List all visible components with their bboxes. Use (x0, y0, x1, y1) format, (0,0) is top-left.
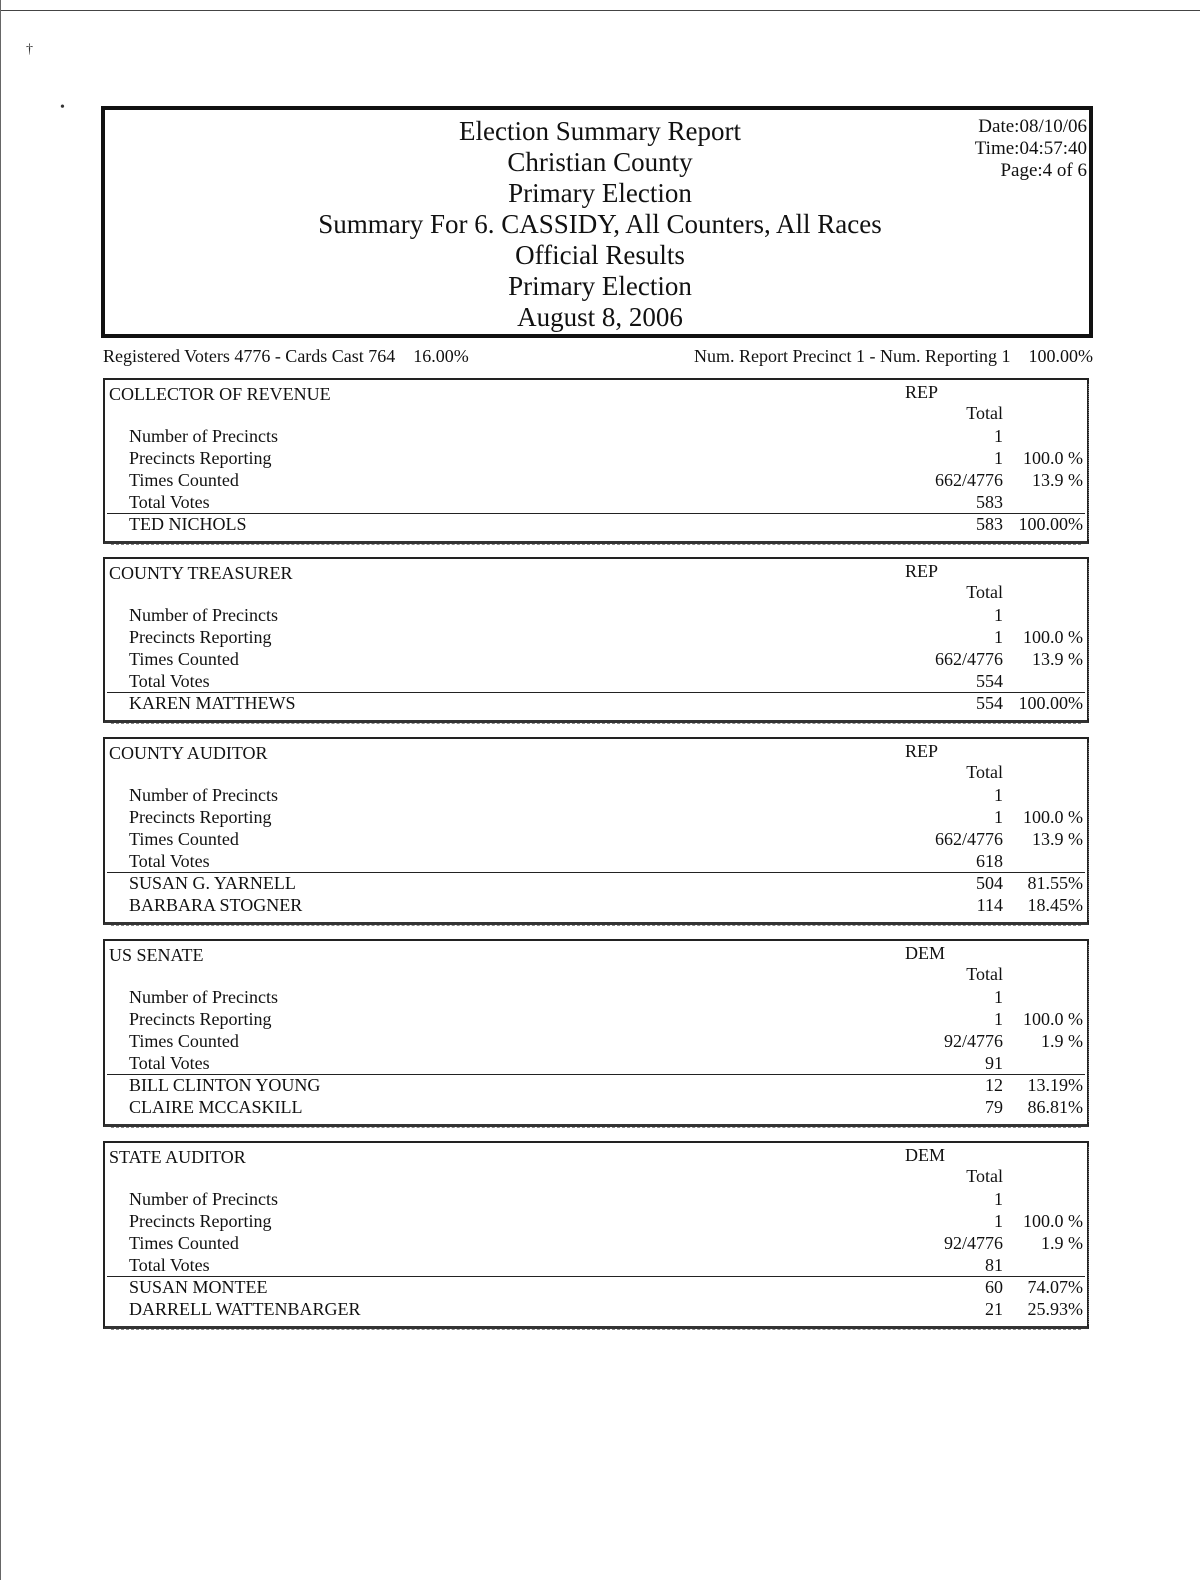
stat-value: 1 (994, 1211, 1003, 1231)
election-date: August 8, 2006 (517, 302, 683, 332)
scan-top-edge (0, 10, 1200, 11)
stat-percent: 13.9 % (1032, 470, 1083, 490)
stat-percent: 100.0 % (1023, 448, 1083, 468)
candidate-votes: 21 (985, 1299, 1003, 1319)
stat-row (105, 851, 1087, 873)
page-number: Page:4 of 6 (1000, 160, 1087, 181)
stat-row (105, 1031, 1087, 1053)
candidate-votes: 504 (976, 873, 1003, 893)
stat-percent: 100.0 % (1023, 1009, 1083, 1029)
candidate-row (105, 1277, 1087, 1299)
candidate-name: CLAIRE MCCASKILL (129, 1097, 303, 1117)
report-header (101, 106, 1093, 338)
stat-label: Precincts Reporting (129, 807, 272, 827)
race-section (103, 737, 1089, 925)
race-title: US SENATE (109, 945, 204, 965)
stat-row (105, 785, 1087, 807)
stat-value: 1 (994, 426, 1003, 446)
summary-scope: Summary For 6. CASSIDY, All Counters, All Races (318, 209, 882, 239)
race-party: REP (905, 741, 939, 761)
scan-left-edge (0, 0, 1, 1580)
stat-row (105, 1009, 1087, 1031)
report-title-block (105, 116, 1095, 333)
stat-row (105, 829, 1087, 851)
stat-value: 1 (994, 1189, 1003, 1209)
stat-label: Times Counted (129, 1031, 239, 1051)
stat-percent: 100.0 % (1023, 807, 1083, 827)
stat-value: 81 (985, 1255, 1003, 1275)
stat-label: Total Votes (129, 671, 210, 691)
precincts-reporting-summary: Num. Report Precinct 1 - Num. Reporting 1 100.00% (694, 346, 1093, 366)
stat-row (105, 492, 1087, 514)
total-column-header: Total (966, 582, 1003, 602)
stat-label: Total Votes (129, 851, 210, 871)
stat-label: Times Counted (129, 1233, 239, 1253)
candidate-votes: 583 (976, 514, 1003, 534)
stat-value: 91 (985, 1053, 1003, 1073)
report-meta (975, 116, 1087, 182)
scan-margin-artifact (1088, 945, 1095, 1122)
candidate-row (105, 1097, 1087, 1119)
scan-margin-artifact (1088, 743, 1095, 920)
total-column-header: Total (966, 762, 1003, 782)
candidate-percent: 13.19% (1027, 1075, 1083, 1095)
scan-speck: † (26, 42, 33, 57)
report-title: Election Summary Report (459, 116, 741, 146)
race-title: COUNTY AUDITOR (109, 743, 268, 763)
stat-value: 1 (994, 448, 1003, 468)
stat-value: 1 (994, 807, 1003, 827)
stat-percent: 13.9 % (1032, 649, 1083, 669)
race-party: DEM (905, 943, 945, 963)
candidate-name: SUSAN MONTEE (129, 1277, 268, 1297)
stat-label: Times Counted (129, 829, 239, 849)
race-section (103, 378, 1089, 544)
stat-value: 1 (994, 1009, 1003, 1029)
scan-margin-artifact (1088, 384, 1095, 539)
stat-percent: 13.9 % (1032, 829, 1083, 849)
race-section (103, 557, 1089, 723)
report-date: Date:08/10/06 (978, 116, 1087, 137)
candidate-votes: 60 (985, 1277, 1003, 1297)
registered-voters-summary: Registered Voters 4776 - Cards Cast 764 16.00% (103, 346, 469, 366)
stat-value: 1 (994, 605, 1003, 625)
stat-row (105, 649, 1087, 671)
race-section (103, 939, 1089, 1127)
stat-percent: 1.9 % (1041, 1031, 1083, 1051)
stat-row (105, 807, 1087, 829)
stat-row (105, 1211, 1087, 1233)
stat-value: 1 (994, 785, 1003, 805)
candidate-name: KAREN MATTHEWS (129, 693, 296, 713)
total-column-header: Total (966, 964, 1003, 984)
candidate-name: BILL CLINTON YOUNG (129, 1075, 321, 1095)
stat-value: 618 (976, 851, 1003, 871)
candidate-votes: 12 (985, 1075, 1003, 1095)
stat-value: 92/4776 (943, 1031, 1003, 1051)
stat-label: Precincts Reporting (129, 1009, 272, 1029)
race-title: COLLECTOR OF REVENUE (109, 384, 331, 404)
stat-row (105, 987, 1087, 1009)
candidate-row (105, 873, 1087, 895)
total-column-header: Total (966, 403, 1003, 423)
stat-label: Number of Precincts (129, 987, 278, 1007)
turnout-summary (103, 346, 1093, 370)
stat-row (105, 448, 1087, 470)
stat-label: Precincts Reporting (129, 448, 272, 468)
stat-row (105, 470, 1087, 492)
scan-margin-artifact (1088, 1147, 1095, 1324)
stat-row (105, 627, 1087, 649)
stat-label: Times Counted (129, 649, 239, 669)
candidate-votes: 554 (976, 693, 1003, 713)
stat-row (105, 426, 1087, 448)
stat-row (105, 1255, 1087, 1277)
election-type: Primary Election (508, 178, 692, 208)
stat-value: 1 (994, 987, 1003, 1007)
candidate-row (105, 1299, 1087, 1321)
report-time: Time:04:57:40 (974, 138, 1087, 159)
stat-label: Total Votes (129, 492, 210, 512)
stat-value: 554 (976, 671, 1003, 691)
stat-value: 662/4776 (934, 649, 1003, 669)
scan-speck: • (60, 100, 65, 115)
candidate-row (105, 1075, 1087, 1097)
candidate-percent: 74.07% (1027, 1277, 1083, 1297)
stat-row (105, 1053, 1087, 1075)
stat-label: Precincts Reporting (129, 627, 272, 647)
stat-value: 1 (994, 627, 1003, 647)
total-column-header: Total (966, 1166, 1003, 1186)
candidate-name: DARRELL WATTENBARGER (129, 1299, 361, 1319)
race-title: STATE AUDITOR (109, 1147, 246, 1167)
stat-percent: 1.9 % (1041, 1233, 1083, 1253)
results-status: Official Results (515, 240, 685, 270)
stat-value: 662/4776 (934, 829, 1003, 849)
stat-percent: 100.0 % (1023, 1211, 1083, 1231)
candidate-percent: 86.81% (1027, 1097, 1083, 1117)
stat-value: 583 (976, 492, 1003, 512)
candidate-percent: 100.00% (1018, 514, 1083, 534)
stat-label: Total Votes (129, 1053, 210, 1073)
candidate-percent: 18.45% (1027, 895, 1083, 915)
race-party: REP (905, 561, 939, 581)
candidate-percent: 100.00% (1018, 693, 1083, 713)
race-party: DEM (905, 1145, 945, 1165)
stat-value: 662/4776 (934, 470, 1003, 490)
race-section (103, 1141, 1089, 1329)
stat-label: Number of Precincts (129, 1189, 278, 1209)
scan-margin-artifact (1088, 563, 1095, 718)
stat-row (105, 671, 1087, 693)
stat-row (105, 1189, 1087, 1211)
candidate-name: TED NICHOLS (129, 514, 247, 534)
election-type-2: Primary Election (508, 271, 692, 301)
stat-value: 92/4776 (943, 1233, 1003, 1253)
candidate-votes: 79 (985, 1097, 1003, 1117)
stat-row (105, 605, 1087, 627)
stat-label: Times Counted (129, 470, 239, 490)
stat-percent: 100.0 % (1023, 627, 1083, 647)
candidate-percent: 25.93% (1027, 1299, 1083, 1319)
race-party: REP (905, 382, 939, 402)
candidate-name: BARBARA STOGNER (129, 895, 303, 915)
stat-row (105, 1233, 1087, 1255)
stat-label: Precincts Reporting (129, 1211, 272, 1231)
stat-label: Number of Precincts (129, 426, 278, 446)
candidate-row (105, 514, 1087, 536)
race-title: COUNTY TREASURER (109, 563, 293, 583)
candidate-votes: 114 (976, 895, 1003, 915)
stat-label: Number of Precincts (129, 785, 278, 805)
candidate-percent: 81.55% (1027, 873, 1083, 893)
candidate-row (105, 895, 1087, 917)
stat-label: Total Votes (129, 1255, 210, 1275)
candidate-row (105, 693, 1087, 715)
county-name: Christian County (507, 147, 693, 177)
candidate-name: SUSAN G. YARNELL (129, 873, 296, 893)
stat-label: Number of Precincts (129, 605, 278, 625)
